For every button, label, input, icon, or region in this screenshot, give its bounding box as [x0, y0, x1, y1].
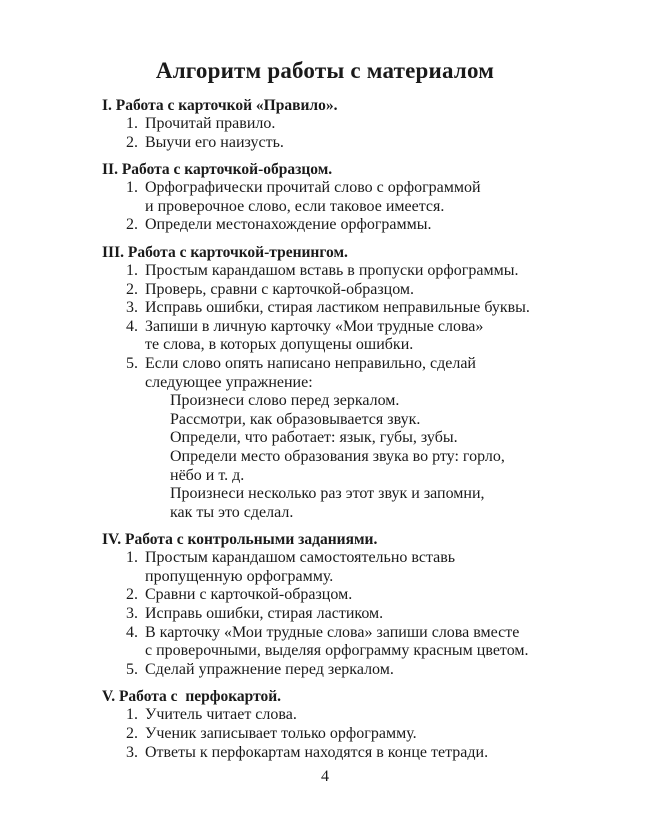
- item-number: 4.: [126, 317, 138, 335]
- item-number: 2.: [126, 725, 138, 743]
- item-number: 1.: [126, 549, 138, 567]
- list-item: [102, 661, 582, 680]
- section-heading: II. Работа с карточкой-образцом.: [102, 161, 333, 179]
- item-text: Орфографически прочитай слово с орфограммой: [145, 179, 481, 197]
- item-text: Учитель читает слова.: [145, 706, 297, 724]
- list-item: [102, 549, 582, 568]
- item-number: 3.: [126, 299, 138, 317]
- list-item: [102, 725, 582, 744]
- list-item: [102, 706, 582, 725]
- exercise-line: Определи место образования звука во рту: горло,: [170, 447, 505, 465]
- item-text: Сравни с карточкой-образцом.: [145, 586, 353, 604]
- list-item: [102, 179, 582, 198]
- section-heading: I. Работа с карточкой «Правило».: [102, 97, 338, 114]
- item-text: Выучи его наизусть.: [145, 133, 284, 151]
- item-text: Простым карандашом самостоятельно вставь: [145, 549, 456, 567]
- item-text: Прочитай правило.: [145, 115, 276, 132]
- item-text: В карточку «Мои трудные слова» запиши слова вместе: [145, 623, 520, 641]
- list-item: [102, 586, 582, 605]
- item-text: и проверочное слово, если таковое имеется.: [145, 197, 445, 215]
- item-text: Запиши в личную карточку «Мои трудные слова»: [145, 317, 484, 335]
- item-number: 3.: [126, 743, 138, 761]
- list-item-continuation: [102, 336, 582, 355]
- item-text: пропущенную орфограмму.: [145, 567, 334, 585]
- item-text: Сделай упражнение перед зеркалом.: [145, 660, 394, 678]
- item-text: Если слово опять написано неправильно, сделай: [145, 354, 476, 372]
- item-number: 4.: [126, 623, 138, 641]
- list-item: [102, 281, 582, 300]
- exercise-line: Рассмотри, как образовывается звук.: [170, 410, 421, 428]
- section-2: [102, 160, 582, 235]
- item-text: с проверочными, выделяя орфограмму красным цветом.: [145, 642, 529, 660]
- item-number: 5.: [126, 354, 138, 372]
- section-1: [102, 96, 582, 152]
- list-item-continuation: [102, 198, 582, 217]
- list-item: [102, 115, 582, 134]
- list-item-continuation: [102, 642, 582, 661]
- item-number: 1.: [126, 706, 138, 724]
- section-heading: III. Работа с карточкой-тренингом.: [102, 243, 348, 261]
- item-text: Простым карандашом вставь в пропуски орфограммы.: [145, 261, 519, 279]
- section-4: [102, 530, 582, 679]
- list-item: [102, 605, 582, 624]
- item-text: Ответы к перфокартам находятся в конце тетради.: [145, 743, 489, 761]
- list-item: [102, 744, 582, 763]
- page-number: 4: [321, 768, 329, 785]
- list-item-continuation: [102, 568, 582, 587]
- list-item: [102, 624, 582, 643]
- section-heading: IV. Работа с контрольными заданиями.: [102, 531, 378, 549]
- list-item: [102, 134, 582, 153]
- exercise-line: Произнеси несколько раз этот звук и запомни,: [170, 485, 485, 503]
- exercise-line: Произнеси слово перед зеркалом.: [170, 392, 400, 410]
- item-number: 1.: [126, 261, 138, 279]
- item-number: 2.: [126, 586, 138, 604]
- item-text: те слова, в которых допущены ошибки.: [145, 336, 414, 354]
- item-text: следующее упражнение:: [145, 373, 313, 391]
- item-number: 5.: [126, 660, 138, 678]
- item-text: Ученик записывает только орфограмму.: [145, 725, 417, 743]
- item-number: 1.: [126, 115, 138, 132]
- list-item-continuation: [102, 374, 582, 393]
- item-number: 2.: [126, 133, 138, 151]
- list-item: [102, 262, 582, 281]
- section-3: [102, 243, 582, 522]
- item-text: Исправь ошибки, стирая ластиком неправильные буквы.: [145, 299, 530, 317]
- exercise-line: как ты это сделал.: [170, 503, 294, 521]
- list-item: [102, 355, 582, 374]
- algorithm-content: [102, 96, 582, 770]
- page-title: Алгоритм работы с материалом: [155, 58, 495, 83]
- item-number: 2.: [126, 216, 138, 234]
- exercise-line: нёбо и т. д.: [170, 466, 245, 484]
- list-item: [102, 299, 582, 318]
- item-text: Определи местонахождение орфограммы.: [145, 216, 432, 234]
- item-text: Проверь, сравни с карточкой-образцом.: [145, 280, 415, 298]
- exercise-line: Определи, что работает: язык, губы, зубы.: [170, 429, 458, 447]
- item-number: 1.: [126, 179, 138, 197]
- item-text: Исправь ошибки, стирая ластиком.: [145, 605, 384, 623]
- section-5: [102, 687, 582, 762]
- list-item: [102, 318, 582, 337]
- section-heading: V. Работа с перфокартой.: [102, 688, 282, 706]
- item-number: 3.: [126, 605, 138, 623]
- list-item: [102, 216, 582, 235]
- item-number: 2.: [126, 280, 138, 298]
